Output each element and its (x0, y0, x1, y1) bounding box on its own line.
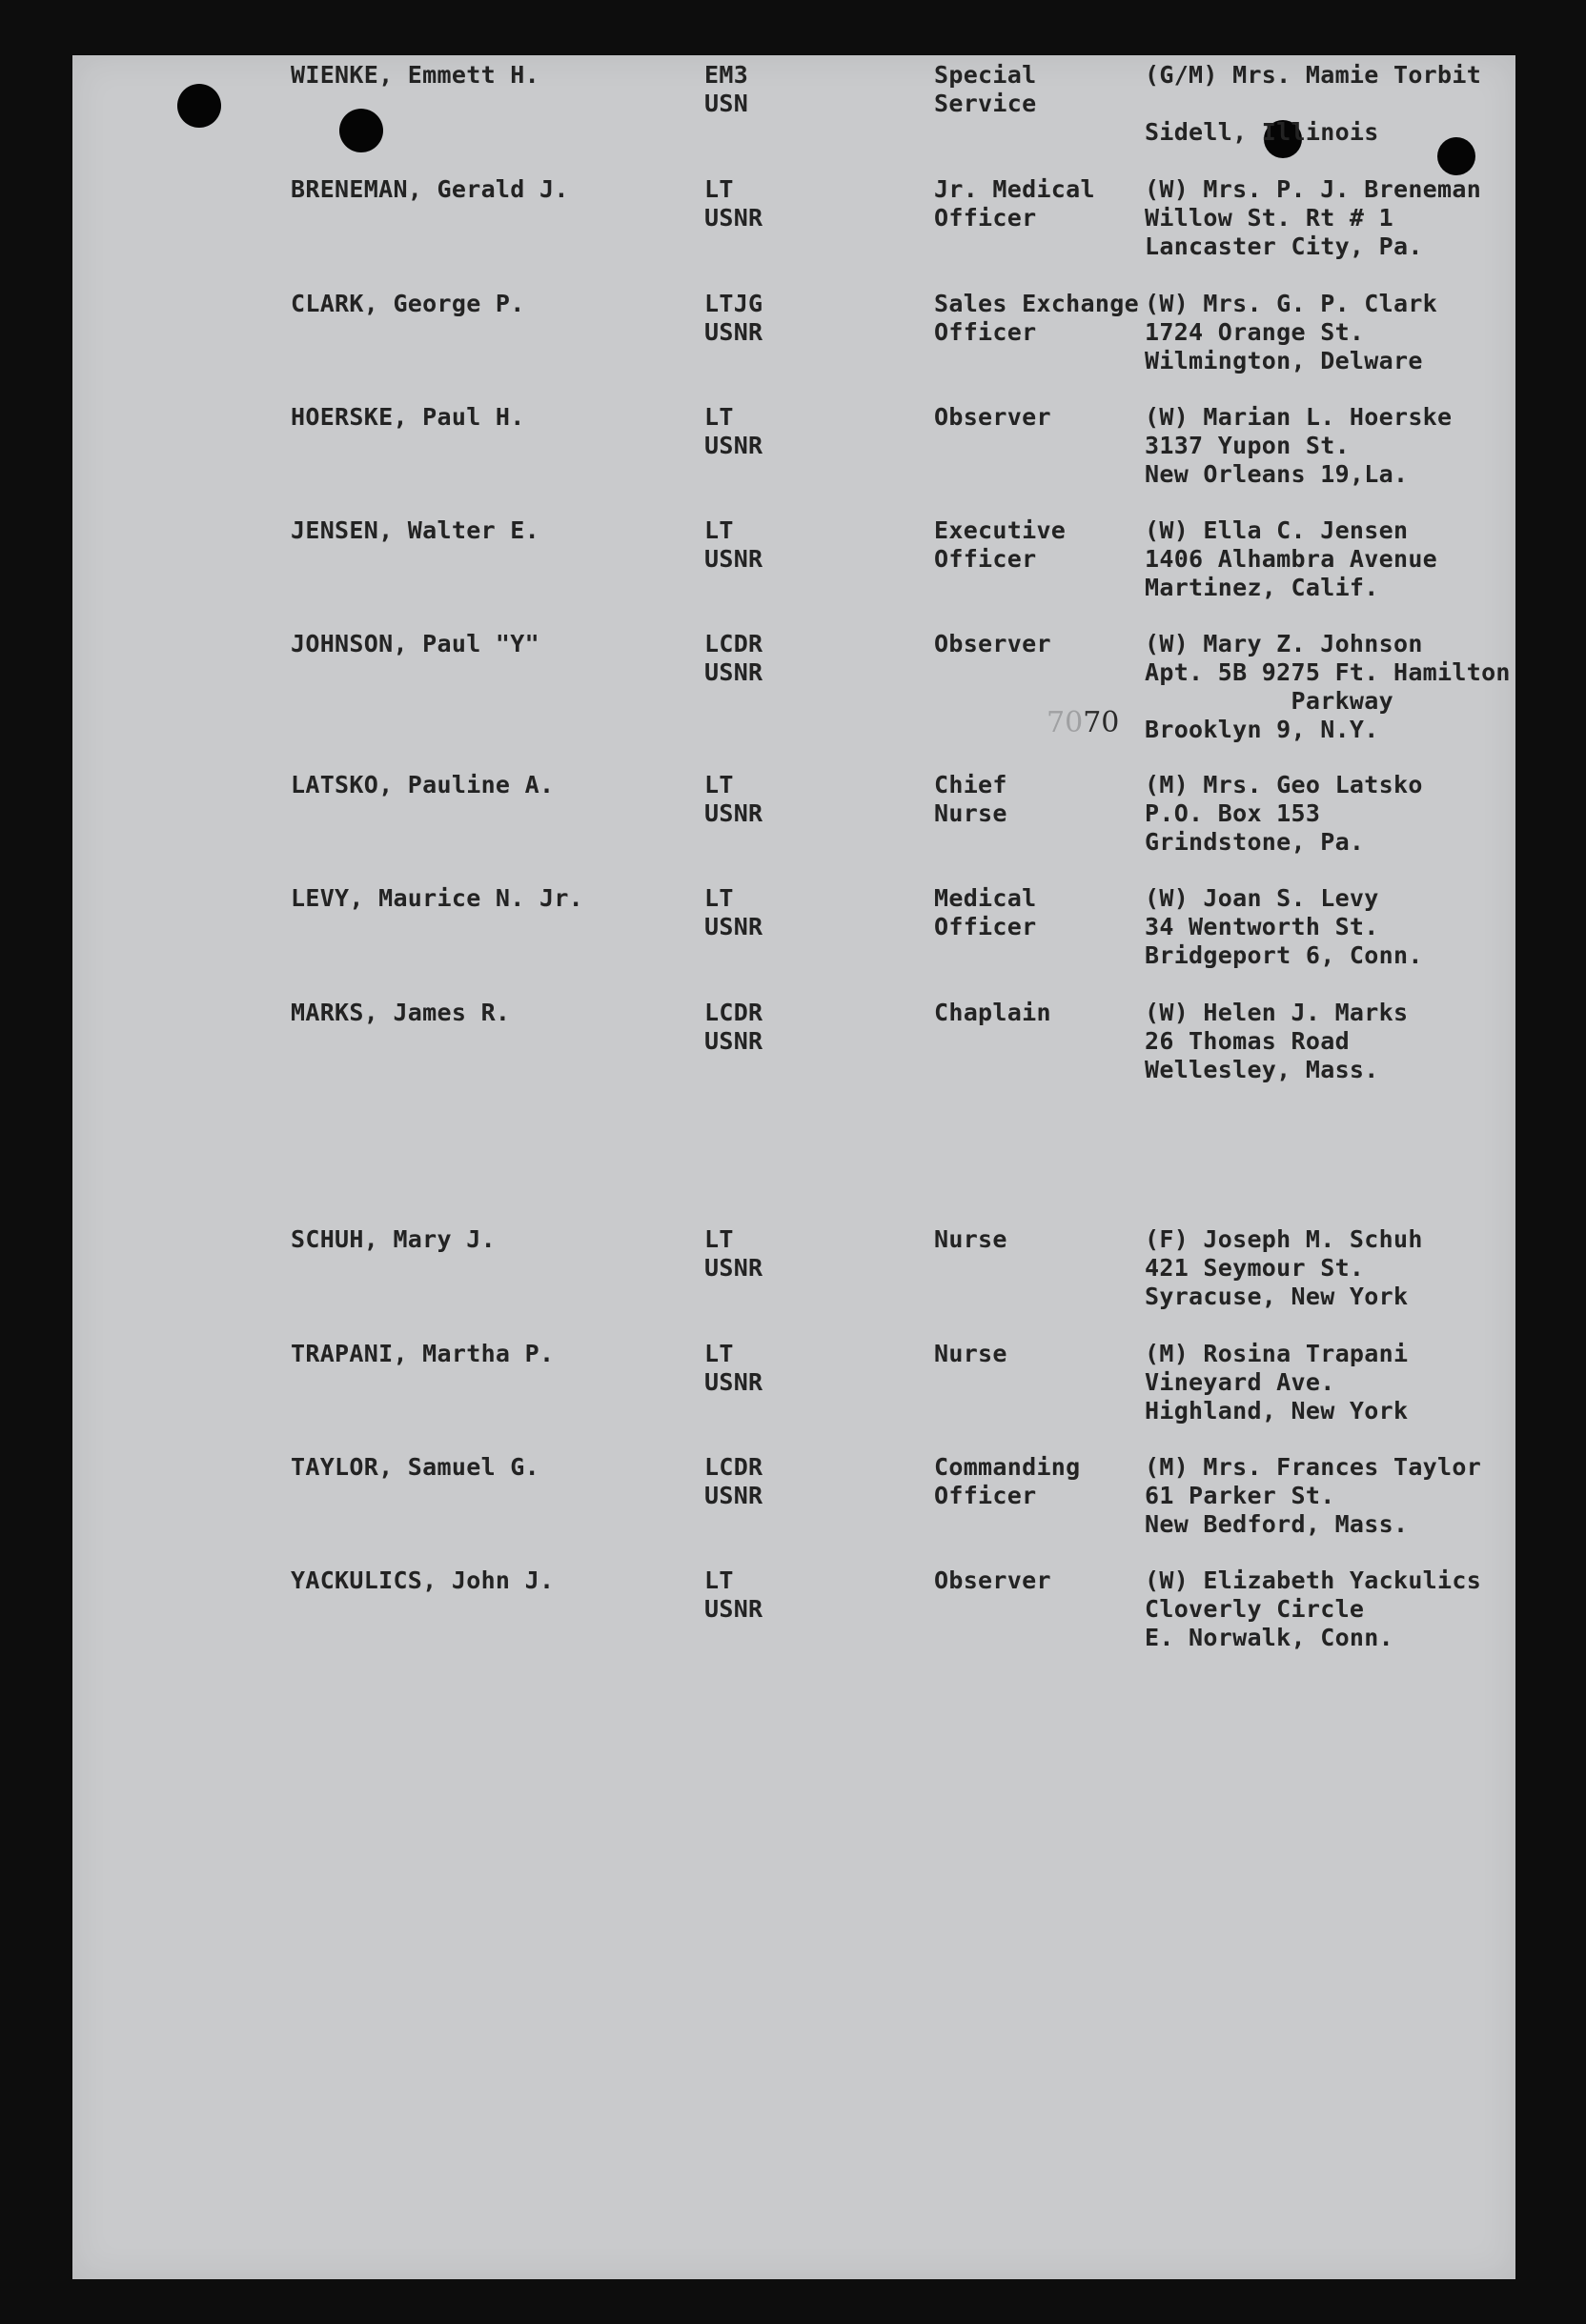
entry-name-line: WIENKE, Emmett H. (291, 61, 539, 89)
entry-next-of-kin (1145, 1225, 1423, 1311)
entry-name (291, 999, 510, 1027)
entry-next-of-kin (1145, 630, 1511, 744)
entry-name (291, 1340, 554, 1368)
entry-rank-line: USNR (704, 1027, 763, 1055)
entry-rank (704, 999, 762, 1056)
entry-next-of-kin (1145, 1566, 1481, 1652)
entry-next-of-kin-line: 1406 Alhambra Avenue (1145, 545, 1438, 573)
entry-duty (934, 1340, 1007, 1368)
entry-name-line: JOHNSON, Paul "Y" (291, 630, 539, 657)
entry-rank-line: LT (704, 1340, 734, 1367)
entry-rank-line: LT (704, 516, 734, 544)
entry-duty-line: Jr. Medical (934, 175, 1095, 203)
entry-duty (934, 516, 1066, 574)
entry-next-of-kin-line: (M) Mrs. Frances Taylor (1145, 1453, 1482, 1481)
entry-name-line: MARKS, James R. (291, 999, 511, 1026)
entry-next-of-kin-line: Lancaster City, Pa. (1145, 232, 1423, 260)
entry-next-of-kin-line: (G/M) Mrs. Mamie Torbit (1145, 61, 1482, 89)
entry-next-of-kin-line: Willow St. Rt # 1 (1145, 204, 1393, 232)
entry-name (291, 516, 539, 545)
document-page (72, 55, 1515, 2279)
entry-next-of-kin (1145, 516, 1437, 602)
entry-next-of-kin-line: E. Norwalk, Conn. (1145, 1624, 1393, 1651)
entry-name-line: CLARK, George P. (291, 290, 525, 317)
entry-name (291, 290, 525, 318)
entry-next-of-kin-line: (W) Mrs. P. J. Breneman (1145, 175, 1482, 203)
entry-next-of-kin-line: (W) Mary Z. Johnson (1145, 630, 1423, 657)
entry-next-of-kin-line: (F) Joseph M. Schuh (1145, 1225, 1423, 1253)
entry-duty-line: Chief (934, 771, 1007, 798)
entry-next-of-kin-line: (W) Marian L. Hoerske (1145, 403, 1453, 431)
entry-name-line: TAYLOR, Samuel G. (291, 1453, 539, 1481)
entry-rank-line: USNR (704, 545, 763, 573)
entry-next-of-kin-line: P.O. Box 153 (1145, 799, 1321, 827)
entry-next-of-kin-line: Parkway (1145, 687, 1393, 715)
entry-duty-line: Executive (934, 516, 1067, 544)
entry-duty-line: Nurse (934, 1340, 1007, 1367)
entry-duty (934, 1225, 1007, 1254)
entry-rank-line: EM3 (704, 61, 749, 89)
entry-rank (704, 630, 762, 687)
entry-next-of-kin (1145, 403, 1452, 489)
entry-duty (934, 630, 1051, 658)
entry-duty-line: Commanding (934, 1453, 1081, 1481)
entry-duty (934, 1453, 1081, 1510)
entry-next-of-kin (1145, 999, 1408, 1084)
entry-next-of-kin-line: New Orleans 19,La. (1145, 460, 1409, 488)
entry-next-of-kin-line: 1724 Orange St. (1145, 318, 1365, 346)
entry-duty-line: Nurse (934, 799, 1007, 827)
entry-rank-line: USNR (704, 432, 763, 459)
entry-duty-line: Special (934, 61, 1037, 89)
entry-name-line: HOERSKE, Paul H. (291, 403, 525, 431)
entry-rank (704, 61, 748, 118)
entry-duty-line: Service (934, 90, 1037, 117)
entry-next-of-kin-line: Martinez, Calif. (1145, 574, 1379, 601)
entry-next-of-kin-line: (W) Ella C. Jensen (1145, 516, 1409, 544)
entry-next-of-kin-line: 61 Parker St. (1145, 1482, 1335, 1509)
entry-rank (704, 1566, 762, 1624)
entry-next-of-kin-line: (M) Mrs. Geo Latsko (1145, 771, 1423, 798)
entry-rank-line: USN (704, 90, 749, 117)
entry-next-of-kin (1145, 884, 1423, 970)
entry-duty (934, 999, 1051, 1027)
entry-rank-line: LCDR (704, 999, 763, 1026)
entry-next-of-kin (1145, 290, 1437, 375)
entry-duty-line: Officer (934, 545, 1037, 573)
entry-rank-line: USNR (704, 1482, 763, 1509)
entry-next-of-kin-line: Brooklyn 9, N.Y. (1145, 716, 1379, 743)
entry-name (291, 1453, 539, 1482)
entry-next-of-kin-line: Cloverly Circle (1145, 1595, 1365, 1623)
entry-duty-line: Chaplain (934, 999, 1051, 1026)
entry-name (291, 61, 539, 90)
entry-rank (704, 1453, 762, 1510)
entry-rank (704, 290, 762, 347)
entry-duty-line: Officer (934, 318, 1037, 346)
entry-rank (704, 884, 762, 941)
entry-next-of-kin-line: (M) Rosina Trapani (1145, 1340, 1409, 1367)
entry-next-of-kin-line (1145, 90, 1481, 118)
entry-rank (704, 516, 762, 574)
punch-hole (177, 84, 221, 128)
entry-next-of-kin-line: Highland, New York (1145, 1397, 1409, 1425)
entry-rank (704, 175, 762, 232)
entry-name-line: TRAPANI, Martha P. (291, 1340, 555, 1367)
entry-rank (704, 771, 762, 828)
entry-next-of-kin-line: Wilmington, Delware (1145, 347, 1423, 374)
entry-next-of-kin-line: Vineyard Ave. (1145, 1368, 1335, 1396)
entry-name (291, 175, 569, 204)
entry-rank-line: USNR (704, 799, 763, 827)
entry-duty-line: Observer (934, 1566, 1051, 1594)
entry-next-of-kin-line: Wellesley, Mass. (1145, 1056, 1379, 1083)
entry-duty-line: Officer (934, 204, 1037, 232)
entry-duty-line: Sales Exchange (934, 290, 1139, 317)
entry-rank-line: LTJG (704, 290, 763, 317)
punch-hole (339, 109, 383, 152)
entry-next-of-kin-line: 3137 Yupon St. (1145, 432, 1350, 459)
entry-duty-line: Officer (934, 913, 1037, 940)
entry-name (291, 403, 525, 432)
faint-stamp-number: 70 (1047, 706, 1084, 739)
entry-next-of-kin-line: Grindstone, Pa. (1145, 828, 1365, 856)
entry-rank-line: LT (704, 884, 734, 912)
entry-duty (934, 884, 1036, 941)
entry-name (291, 1566, 554, 1595)
entry-next-of-kin-line: (W) Elizabeth Yackulics (1145, 1566, 1482, 1594)
entry-rank-line: LCDR (704, 1453, 763, 1481)
entry-rank-line: USNR (704, 1595, 763, 1623)
entry-duty (934, 403, 1051, 432)
entry-next-of-kin-line: (W) Helen J. Marks (1145, 999, 1409, 1026)
entry-next-of-kin-line: New Bedford, Mass. (1145, 1510, 1409, 1538)
entry-next-of-kin (1145, 1453, 1481, 1539)
entry-duty-line: Officer (934, 1482, 1037, 1509)
entry-name (291, 630, 539, 658)
entry-rank-line: USNR (704, 318, 763, 346)
stamp-number: 70 (1083, 706, 1120, 739)
entry-duty (934, 175, 1095, 232)
entry-rank-line: USNR (704, 913, 763, 940)
entry-next-of-kin (1145, 61, 1481, 147)
entry-duty (934, 771, 1007, 828)
entry-name-line: JENSEN, Walter E. (291, 516, 539, 544)
entry-duty-line: Observer (934, 403, 1051, 431)
entry-name-line: BRENEMAN, Gerald J. (291, 175, 569, 203)
entry-rank-line: USNR (704, 1368, 763, 1396)
entry-rank-line: LT (704, 1225, 734, 1253)
entry-duty (934, 1566, 1051, 1595)
entry-name-line: LATSKO, Pauline A. (291, 771, 555, 798)
entry-next-of-kin-line: 26 Thomas Road (1145, 1027, 1350, 1055)
entry-name-line: YACKULICS, John J. (291, 1566, 555, 1594)
entry-duty (934, 290, 1139, 347)
entry-duty (934, 61, 1036, 118)
entry-rank-line: USNR (704, 1254, 763, 1282)
entry-rank-line: LT (704, 771, 734, 798)
entry-name-line: LEVY, Maurice N. Jr. (291, 884, 584, 912)
entry-rank (704, 1340, 762, 1397)
entry-next-of-kin-line: (W) Joan S. Levy (1145, 884, 1379, 912)
entry-name (291, 1225, 496, 1254)
entry-rank-line: LT (704, 175, 734, 203)
entry-rank-line: LT (704, 1566, 734, 1594)
entry-next-of-kin-line: (W) Mrs. G. P. Clark (1145, 290, 1438, 317)
entry-rank (704, 1225, 762, 1283)
entry-next-of-kin-line: Sidell, Illinois (1145, 118, 1379, 146)
entry-next-of-kin-line: 421 Seymour St. (1145, 1254, 1365, 1282)
entry-next-of-kin-line: Syracuse, New York (1145, 1283, 1409, 1310)
entry-duty-line: Nurse (934, 1225, 1007, 1253)
entry-rank-line: LT (704, 403, 734, 431)
entry-rank-line: USNR (704, 658, 763, 686)
entry-duty-line: Medical (934, 884, 1037, 912)
entry-name (291, 884, 583, 913)
page-number-stamp (1047, 706, 1119, 739)
entry-next-of-kin (1145, 771, 1423, 857)
entry-rank-line: USNR (704, 204, 763, 232)
entry-rank-line: LCDR (704, 630, 763, 657)
entry-name-line: SCHUH, Mary J. (291, 1225, 496, 1253)
entry-rank (704, 403, 762, 460)
entry-duty-line: Observer (934, 630, 1051, 657)
entry-next-of-kin-line: 34 Wentworth St. (1145, 913, 1379, 940)
entry-next-of-kin (1145, 175, 1481, 261)
entry-next-of-kin (1145, 1340, 1408, 1425)
entry-next-of-kin-line: Bridgeport 6, Conn. (1145, 941, 1423, 969)
entry-next-of-kin-line: Apt. 5B 9275 Ft. Hamilton (1145, 658, 1511, 686)
entry-name (291, 771, 554, 799)
